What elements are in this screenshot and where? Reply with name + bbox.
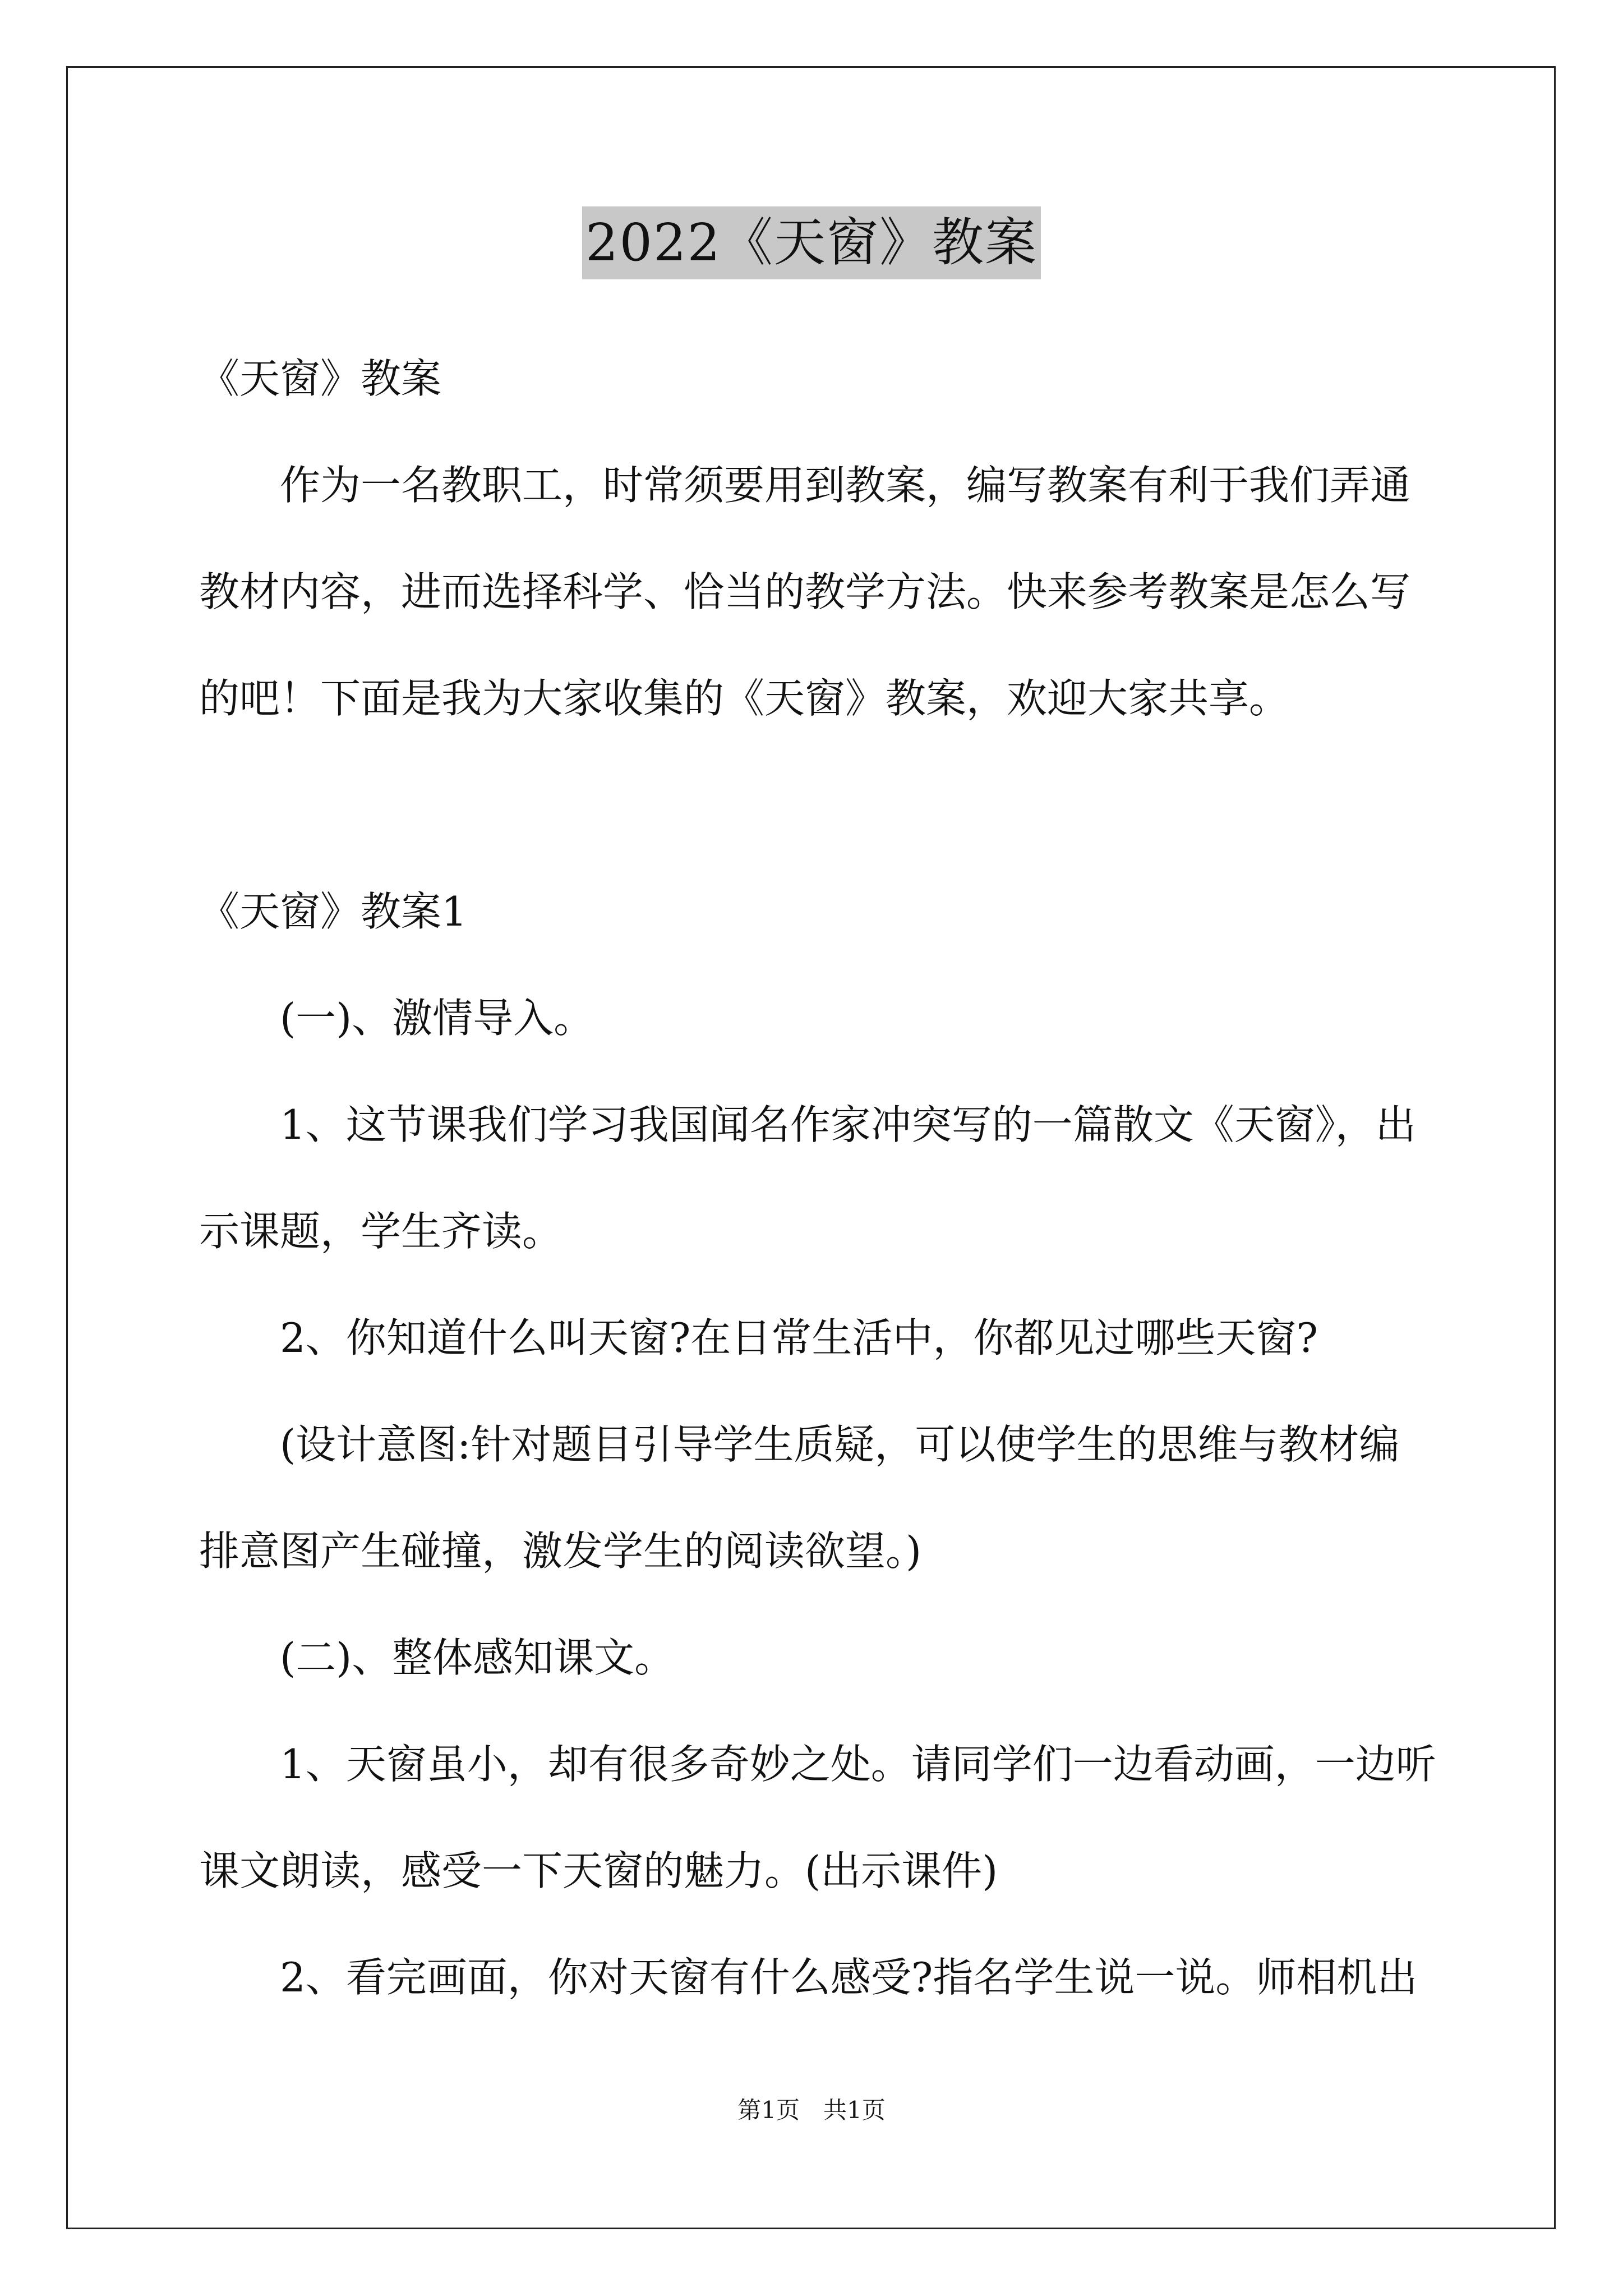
subheading-line: (一)、激情导入。	[280, 995, 594, 1042]
document-title: 2022《天窗》教案	[582, 206, 1041, 279]
paragraph-line: 1、这节课我们学习我国闻名作家冲突写的一篇散文《天窗》，出	[280, 1101, 1416, 1148]
paragraph-line: 课文朗读，感受一下天窗的魅力。(出示课件)	[199, 1847, 998, 1894]
paragraph-line: 2、看完画面，你对天窗有什么感受?指名学生说一说。师相机出	[280, 1954, 1418, 2001]
section-heading: 《天窗》教案1	[199, 888, 467, 935]
paragraph-line: (设计意图:针对题目引导学生质疑，可以使学生的思维与教材编	[280, 1421, 1400, 1468]
subheading-line: (二)、整体感知课文。	[280, 1634, 675, 1681]
paragraph-line: 1、天窗虽小，却有很多奇妙之处。请同学们一边看动画，一边听	[280, 1741, 1436, 1788]
paragraph-line: 作为一名教职工，时常须要用到教案，编写教案有利于我们弄通	[280, 462, 1411, 509]
paragraph-line: 2、你知道什么叫天窗?在日常生活中，你都见过哪些天窗?	[280, 1314, 1318, 1361]
section-heading: 《天窗》教案	[199, 355, 442, 402]
paragraph-line: 的吧！下面是我为大家收集的《天窗》教案，欢迎大家共享。	[199, 675, 1290, 722]
paragraph-line: 教材内容，进而选择科学、恰当的教学方法。快来参考教案是怎么写	[199, 568, 1411, 615]
page-footer: 第1页 共1页	[737, 2096, 886, 2124]
paragraph-line: 排意图产生碰撞，激发学生的阅读欲望。)	[199, 1527, 922, 1575]
title-area	[0, 206, 1623, 279]
paragraph-line: 示课题，学生齐读。	[199, 1208, 563, 1255]
